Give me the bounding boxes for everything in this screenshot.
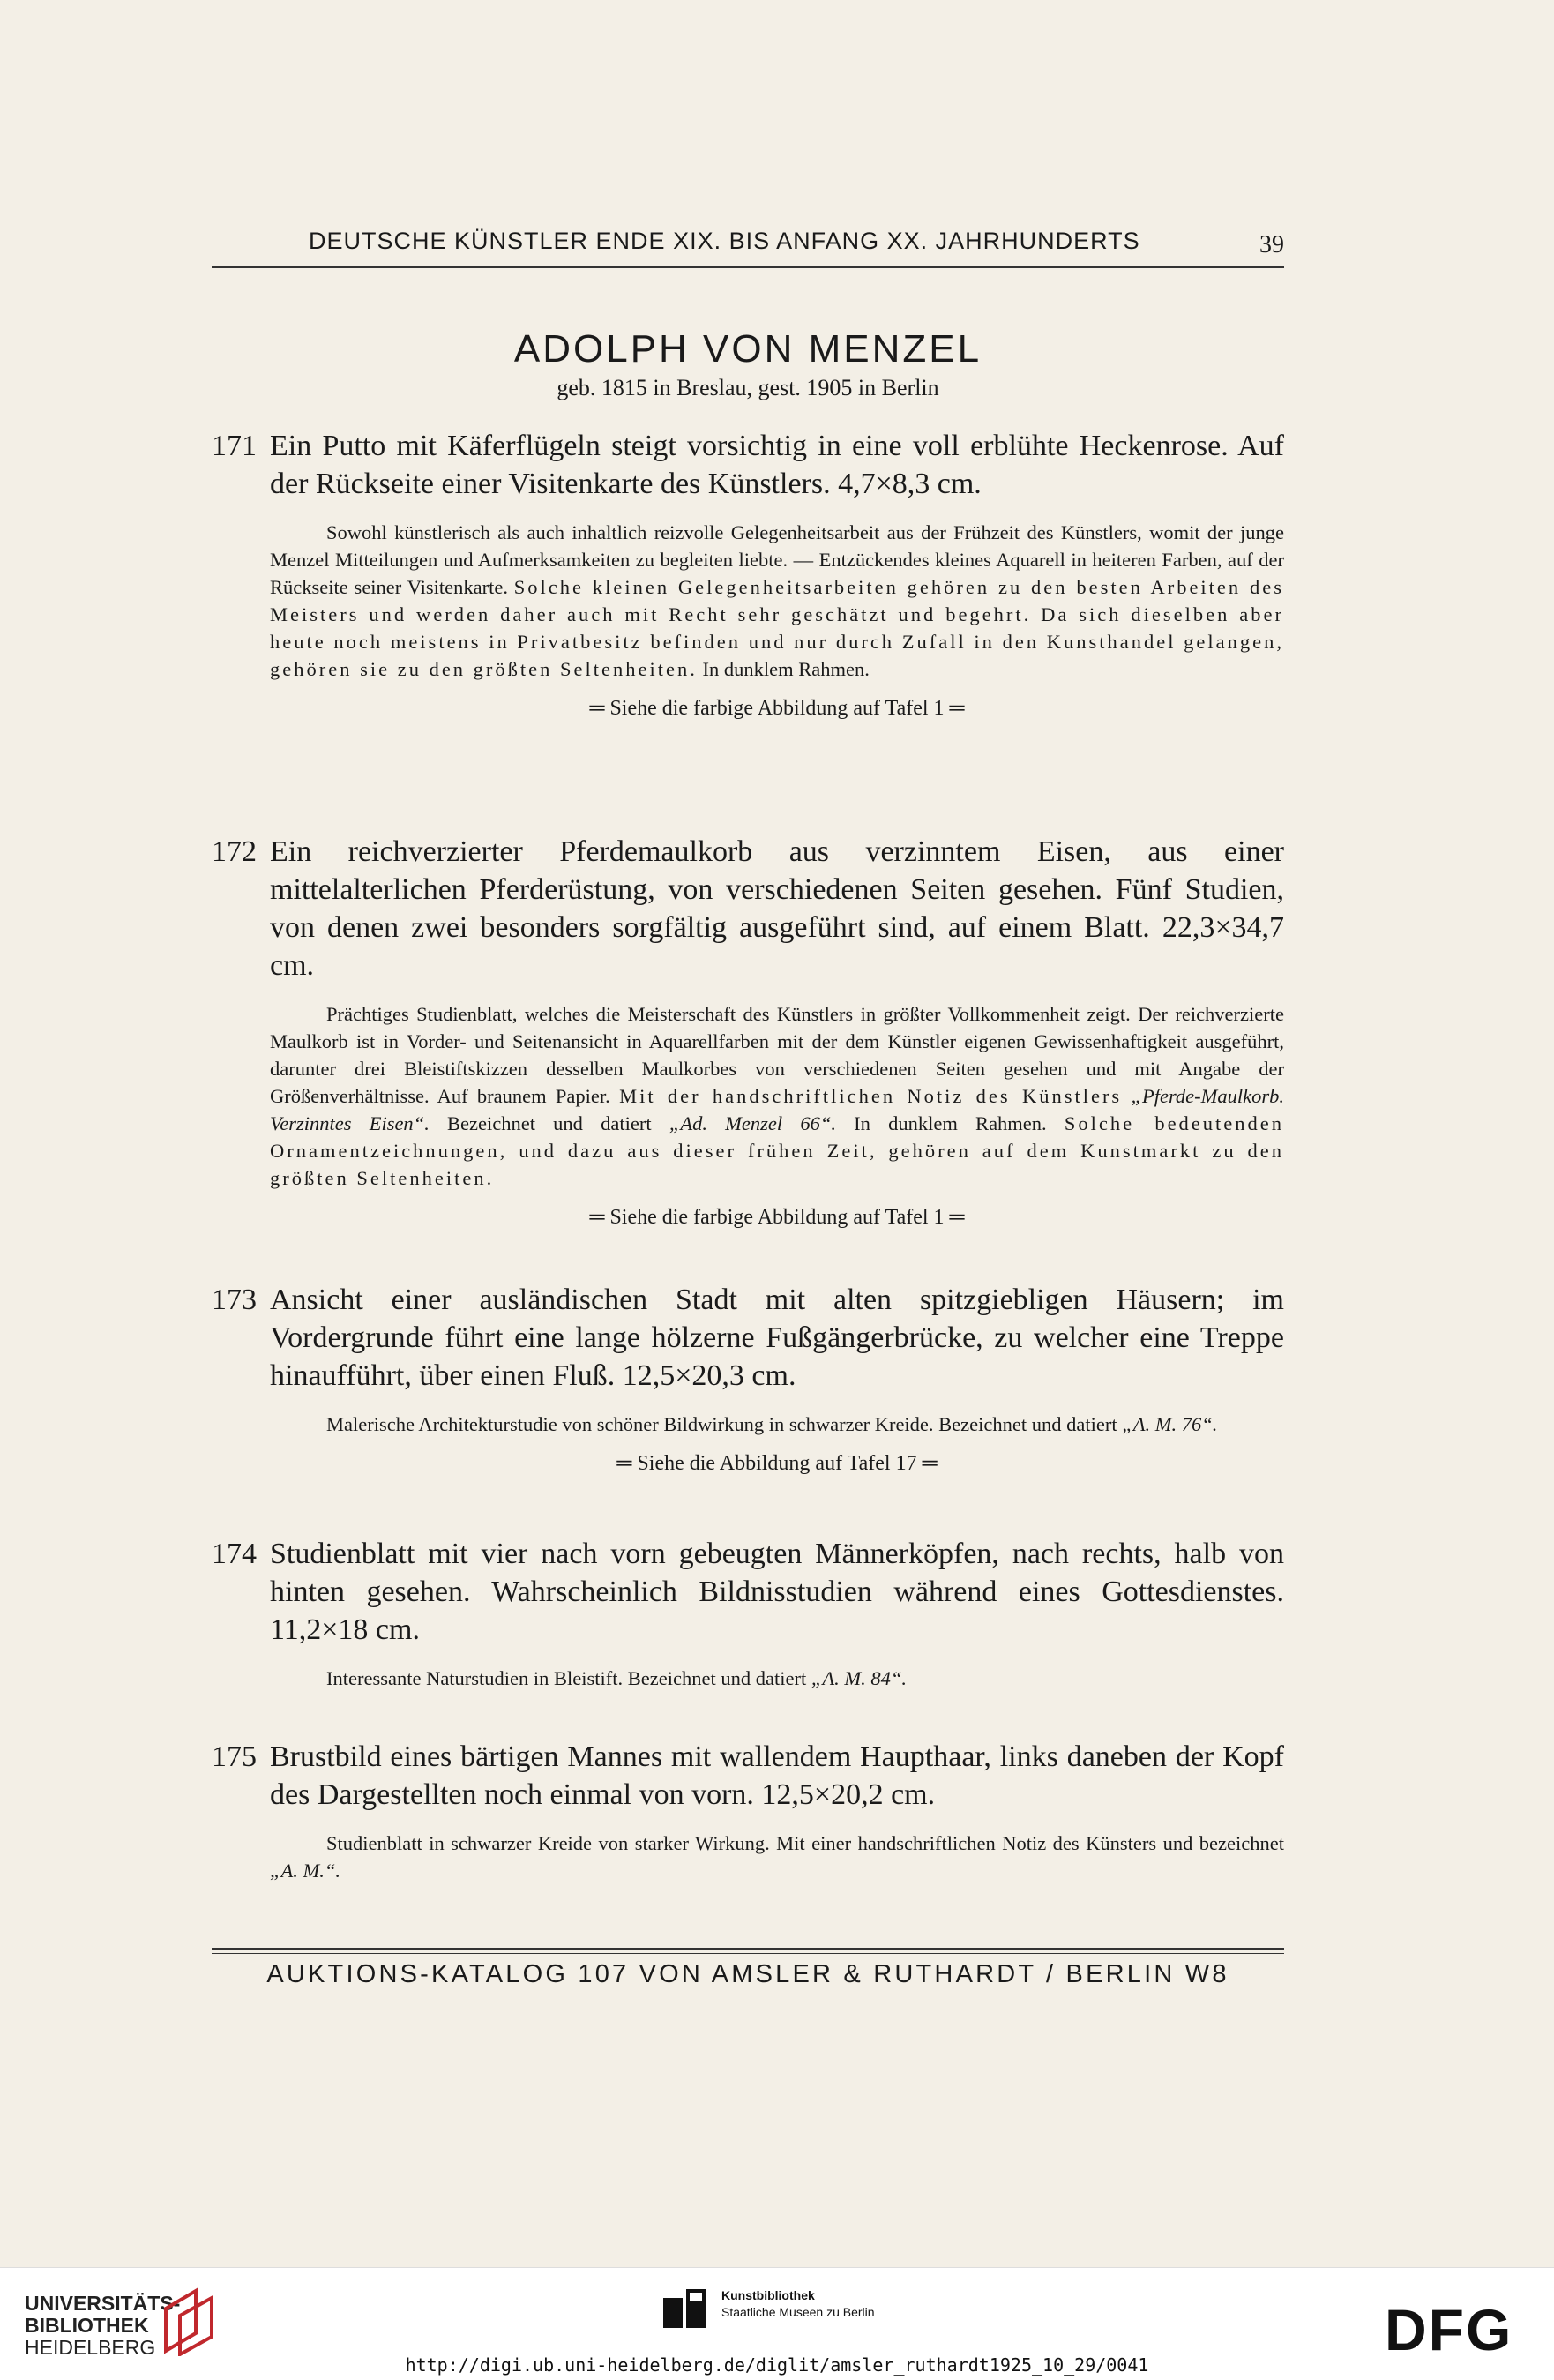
- entry-desc-signature: „A. M. 84“.: [811, 1667, 907, 1689]
- entry-desc-text: Prächtiges Studienblatt, welches die Meisterschaft des Künstlers in größter Vollkommenheit zeigt. Der reichverzierte Maulkorb ist in Vorder- und Seitenansicht in Aquarellfarben mit der dem Künstler eigenen Gewissenhaftigkeit ausgeführt, darunter drei Bleistiftskizzen desselben Maulkorbes von verschiedenen Seiten gesehen und mit Angabe der Größenverhältnisse. Auf braunem Papier.: [270, 1003, 1284, 1107]
- entry-desc-text: Sowohl künstlerisch als auch inhaltlich reizvolle Gelegenheitsarbeit aus der Frühzeit des Künstlers, womit der junge Menzel Mitteilungen und Aufmerksamkeiten zu begleiten liebte. — Entzückendes kleines Aquarell in heiteren Farben, auf der Rückseite seiner Visitenkarte.: [270, 521, 1284, 598]
- entry-title: Studienblatt mit vier nach vorn gebeugten Männerköpfen, nach rechts, halb von hinten gesehen. Wahrscheinlich Bildnisstudien während eines Gottesdienstes. 11,2×18 cm.: [270, 1538, 1284, 1646]
- entry-desc-text: Interessante Naturstudien in Bleistift. Bezeichnet und datiert: [326, 1667, 807, 1689]
- entry-desc-spaced: Solche kleinen Gelegenheitsarbeiten gehören zu den besten Arbeiten des Meisters und werden daher auch mit Recht sehr geschätzt und begehrt. Da sich dieselben aber heute noch meistens in Privatbesitz befinden und nur durch Zufall in den Kunsthandel gelangen, gehören sie zu den größten Seltenheiten.: [270, 576, 1285, 680]
- entry-desc-signed: Bezeichnet und datiert: [447, 1112, 652, 1134]
- entry-desc-quote: „Pferde-Maulkorb. Verzinntes Eisen“.: [270, 1085, 1285, 1134]
- entry-desc-text: Malerische Architekturstudie von schöner Bildwirkung in schwarzer Kreide. Bezeichnet und datiert: [326, 1413, 1117, 1435]
- entry-number: 171: [212, 430, 257, 462]
- ub-heidelberg-logo[interactable]: [25, 2293, 180, 2359]
- plate-reference: ═ Siehe die Abbildung auf Tafel 17 ═: [616, 1452, 938, 1475]
- entry-desc-text: Studienblatt in schwarzer Kreide von starker Wirkung. Mit einer handschriftlichen Notiz des Künsters und bezeichnet: [326, 1832, 1284, 1854]
- entry-number: 175: [212, 1740, 257, 1773]
- entry-heading: [212, 833, 1284, 984]
- artist-name: ADOLPH VON MENZEL: [513, 327, 982, 370]
- plate-reference: ═ Siehe die farbige Abbildung auf Tafel 1 ═: [589, 697, 965, 720]
- ub-line-2: BIBLIOTHEK: [25, 2314, 149, 2337]
- catalog-footer: AUKTIONS-KATALOG 107 VON AMSLER & RUTHARDT / BERLIN W8: [266, 1960, 1229, 1988]
- kb-line-1: Kunstbibliothek: [721, 2288, 815, 2302]
- kunstbibliothek-text[interactable]: [721, 2287, 875, 2321]
- artist-dates: geb. 1815 in Breslau, gest. 1905 in Berlin: [557, 375, 939, 400]
- footer-rule-thin: [212, 1953, 1284, 1954]
- catalog-entry-174: [212, 1535, 1284, 1692]
- entry-number: 172: [212, 835, 257, 868]
- entry-desc-spaced-2: Solche bedeutenden Ornamentzeichnungen, und dazu aus dieser frühen Zeit, gehören auf dem Kunstmarkt zu den größten Seltenheiten.: [270, 1112, 1285, 1189]
- entry-heading: [212, 1738, 1284, 1814]
- page-number: 39: [1259, 231, 1284, 258]
- entry-description: [212, 1665, 1284, 1692]
- ub-line-3: HEIDELBERG: [25, 2336, 156, 2359]
- catalog-entry-171: [212, 427, 1284, 723]
- digitization-bar: [0, 2267, 1554, 2380]
- entry-title: Ein Putto mit Käferflügeln steigt vorsichtig in eine voll erblühte Heckenrose. Auf der Rückseite einer Visitenkarte des Künstlers. 4,7×8,3 cm.: [270, 430, 1284, 500]
- artist-heading: [212, 326, 1284, 404]
- entry-title: Brustbild eines bärtigen Mannes mit wallendem Haupthaar, links daneben der Kopf des Dargestellten noch einmal von vorn. 12,5×20,2 cm.: [270, 1740, 1284, 1811]
- ub-line-1: UNIVERSITÄTS-: [25, 2292, 181, 2315]
- entry-description: [212, 1411, 1284, 1438]
- kb-line-2: Staatliche Museen zu Berlin: [721, 2305, 875, 2319]
- entry-title: Ansicht einer ausländischen Stadt mit alten spitzgiebligen Häusern; im Vordergrunde führt eine lange hölzerne Fußgängerbrücke, zu welcher eine Treppe hinaufführt, über einen Fluß. 12,5×20,3 cm.: [270, 1284, 1284, 1392]
- dfg-logo[interactable]: DFG: [1385, 2297, 1513, 2362]
- ub-emblem-icon: [161, 2286, 219, 2356]
- entry-desc-signature: „A. M.“.: [270, 1860, 341, 1882]
- catalog-entry-173: [212, 1281, 1284, 1478]
- entry-desc-signature: „A. M. 76“.: [1122, 1413, 1218, 1435]
- entry-desc-frame: In dunklem Rahmen.: [854, 1112, 1047, 1134]
- catalog-entry-175: [212, 1738, 1284, 1884]
- entry-number: 173: [212, 1284, 257, 1316]
- plate-reference: ═ Siehe die farbige Abbildung auf Tafel 1 ═: [589, 1206, 965, 1229]
- catalog-entry-172: [212, 833, 1284, 1232]
- entry-heading: [212, 1535, 1284, 1649]
- entry-description: [212, 1000, 1284, 1192]
- entry-description: [212, 1830, 1284, 1884]
- permalink-url[interactable]: http://digi.ub.uni-heidelberg.de/diglit/amsler_ruthardt1925_10_29/0041: [405, 2354, 1149, 2376]
- entry-description: [212, 519, 1284, 683]
- header-rule: [212, 266, 1284, 268]
- kunstbibliothek-logo-icon: [663, 2286, 709, 2331]
- entry-number: 174: [212, 1538, 257, 1570]
- entry-desc-frame: In dunklem Rahmen.: [702, 658, 870, 680]
- entry-desc-spaced: Mit der handschriftlichen Notiz des Künstlers: [619, 1085, 1123, 1107]
- entry-title: Ein reichverzierter Pferdemaulkorb aus verzinntem Eisen, aus einer mittelalterlichen Pferderüstung, von verschiedenen Seiten gesehen. Fünf Studien, von denen zwei besonders sorgfältig ausgeführt sind, auf einem Blatt. 22,3×34,7 cm.: [270, 835, 1284, 982]
- header-title: DEUTSCHE KÜNSTLER ENDE XIX. BIS ANFANG XX. JAHRHUNDERTS: [309, 228, 1140, 254]
- entry-heading: [212, 1281, 1284, 1395]
- entry-heading: [212, 427, 1284, 503]
- footer-rule: [212, 1948, 1284, 1950]
- entry-desc-signature: „Ad. Menzel 66“.: [669, 1112, 836, 1134]
